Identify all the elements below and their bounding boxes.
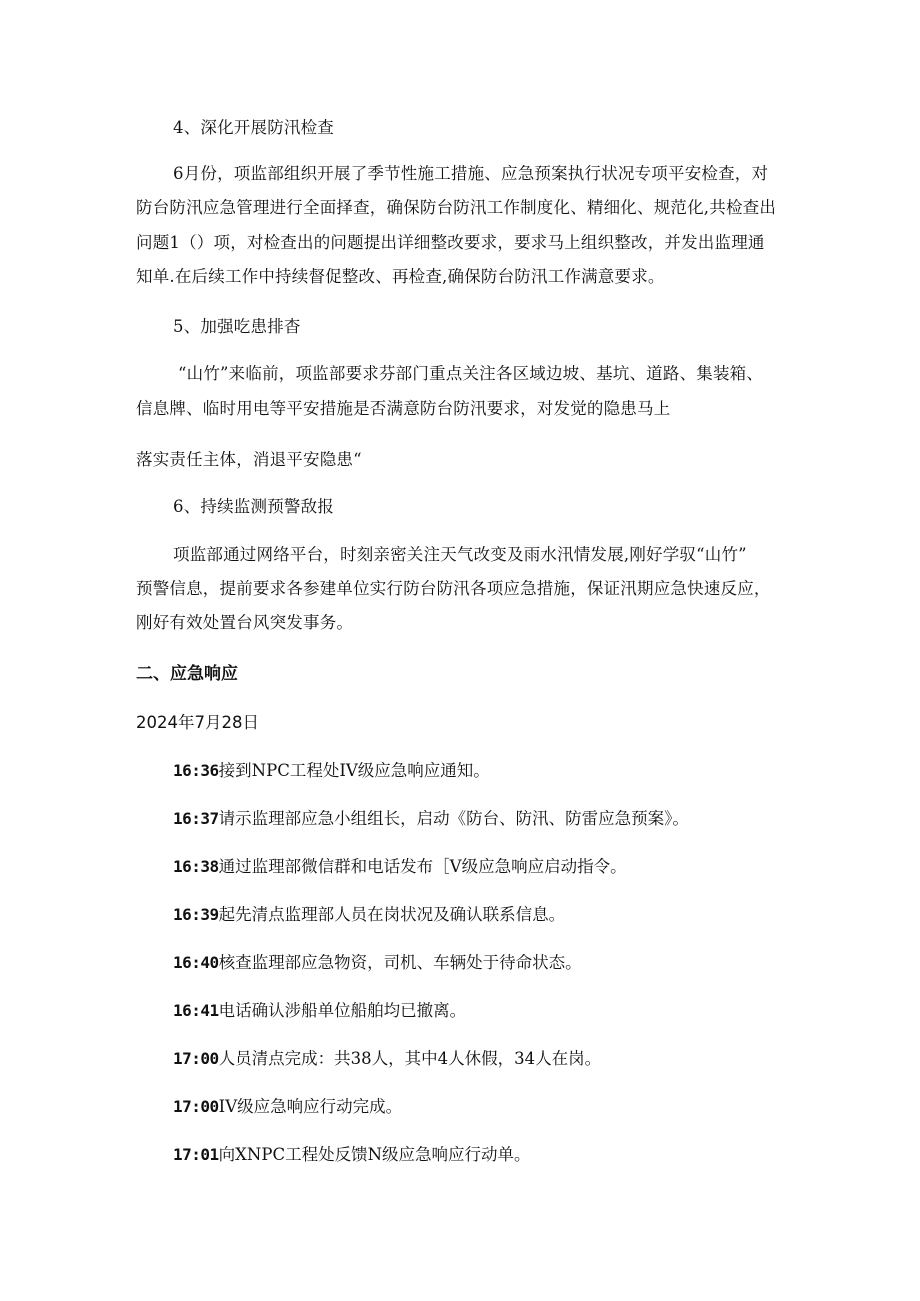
section6-line-3: 刚好有效处置台风突发事务。 [136, 613, 354, 632]
section4-line-2: 防台防汛应急管理进行全面择查，确保防台防汛工作制度化、精细化、规范化,共检查出 [136, 198, 777, 217]
section6-line-1: 项监部通过网络平台，时刻亲密关注天气改变及雨水汛情发展,刚好学驭“山竹” [173, 545, 747, 564]
log-time: 16:38 [173, 857, 219, 876]
section4-line-4: 知单.在后续工作中持续督促整改、再检查,确保防台防汛工作满意要求。 [136, 267, 665, 286]
log-text: 起先清点监理部人员在岗状况及确认联系信息。 [218, 905, 566, 924]
section6-heading: 6、持续监测预警敌报 [173, 497, 334, 516]
log-time: 16:36 [173, 761, 219, 780]
log-text: 请示监理部应急小组组长，启动《防台、防汛、防雷应急预案》。 [218, 809, 689, 828]
log-entry [173, 904, 565, 926]
log-text: 通过监理部微信群和电话发布［V级应急响应启动指令。 [218, 857, 627, 876]
log-entry [173, 856, 627, 878]
section6-line-2: 预警信息，提前要求各参建单位实行防台防汛各项应急措施，保证汛期应急快速反应， [136, 579, 771, 598]
section4-line-3: 问题1（）项，对检查出的问题提出详细整改要求，要求马上组织整改，并发出监理通 [136, 233, 765, 252]
log-entry [173, 952, 582, 974]
log-entry [173, 1144, 531, 1166]
log-time: 17:00 [173, 1097, 219, 1116]
log-text: 电话确认涉船单位船舶均已撤离。 [218, 1001, 467, 1020]
section4-line-1: 6月份，项监部组织开展了季节性施工措施、应急预案执行状况专项平安检查，对 [173, 164, 769, 183]
section5-line-2: 信息牌、临时用电等平安措施是否满意防台防汛要求，对发觉的隐患马上 [136, 399, 671, 418]
response-title: 二、应急响应 [136, 664, 238, 684]
log-text: IV级应急响应行动完成。 [218, 1097, 403, 1116]
section5-line-3: 落实责任主体，消退平安隐患“ [136, 450, 362, 469]
log-entry [173, 808, 689, 830]
log-time: 16:37 [173, 809, 219, 828]
log-time: 17:00 [173, 1049, 219, 1068]
log-time: 16:41 [173, 1001, 219, 1020]
section5-line-1: “山竹”来临前，项监部要求芬部门重点关注各区域边坡、基坑、道路、集装箱、 [178, 364, 764, 383]
log-time: 16:40 [173, 953, 219, 972]
log-time: 17:01 [173, 1145, 219, 1164]
log-entry [173, 1096, 402, 1118]
log-time: 16:39 [173, 905, 219, 924]
log-text: 接到NPC工程处IV级应急响应通知。 [218, 761, 490, 780]
log-entry [173, 760, 490, 782]
log-entry [173, 1048, 601, 1070]
log-entry [173, 1000, 466, 1022]
response-date: 2024年7月28日 [136, 713, 259, 732]
section5-heading: 5、加强吃患排杳 [173, 317, 301, 336]
log-text: 人员清点完成：共38人，其中4人休假，34人在岗。 [218, 1049, 602, 1068]
log-text: 向XNPC工程处反馈N级应急响应行动单。 [218, 1145, 531, 1164]
log-text: 核查监理部应急物资，司机、车辆处于待命状态。 [218, 953, 582, 972]
section4-heading: 4、深化开展防汛检查 [173, 118, 334, 137]
